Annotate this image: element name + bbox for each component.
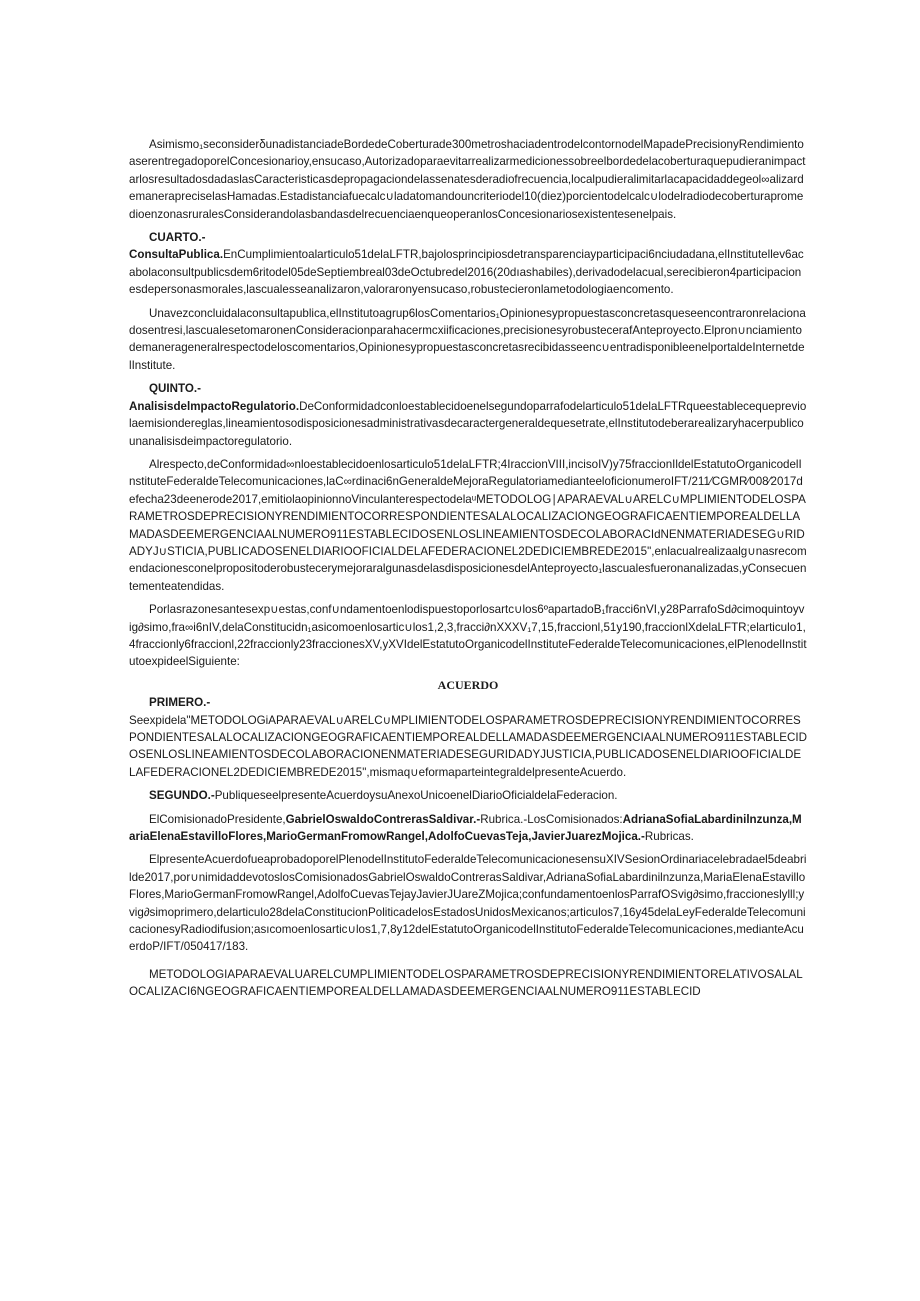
paragraph-segundo (129, 787, 807, 804)
paragraph-impacto-regulatorio (129, 398, 807, 450)
heading-primero: PRIMERO.- (149, 696, 211, 710)
lead-segundo: SEGUNDO.- (149, 789, 215, 803)
paragraph-aprobacion: ElpresenteAcuerdofueaprobadoporelPlenodelInstitutoFederaldeTelecomunicacionesensuXIVSesionOrdinariacelebradael5deabrilde2017,por∪nimidaddevotoslosComisionadosGabrielOswaldoContrerasSaldivar,AdrianaSofiaLabardinilnzunza,MariaElenaEstavilloFlores,MarioGermanFromowRangel,AdolfoCuevasTejayJavierJUareZMojica;confundamentoenlosParrafOSvig∂simo,fraccioneslylll;yvig∂simoprimero,delarticulo28delaConstitucionPoliticadelosEstadosUnidosMexicanos;articulos7,16y45delaLeyFederaldeTelecomunicacionesyRadiodifusion;asıcomoenlosartic∪los1,7,8y12delEstatutoOrganicodelInstitutoFederaldeTelecomunicaciones,medianteAcuerdoP/IFT/050417/183. (129, 853, 807, 954)
heading-acuerdo: ACUERDO (437, 677, 499, 692)
heading-cuarto: CUARTO.- (149, 231, 206, 245)
paragraph-consulta-publica (129, 246, 807, 298)
lead-consulta-publica: ConsultaPublica. (129, 248, 224, 262)
firmas-pre: ElComisionadoPresidente, (149, 812, 286, 826)
paragraph-metodologia-titulo: METODOLOGIAPARAEVALUARELCUMPLIMIENTODELOSPARAMETROSDEPRECISIONYRENDIMIENTORELATIVOSALALOCALIZACI6NGEOGRAFICAENTIEMPOREALDELLAMADASDEEMERGENCIAALNUMERO911ESTABLECID (129, 967, 803, 999)
body-consulta-publica: EnCumplimientoalarticulo51delaLFTR,bajolosprincipiosdetransparenciayparticipaci6nciudadana,elInstitutellev6acabolaconsultpublicsdem6ritodel05deSeptiembreal03deOctubredel2016(20dıashabiles),derivadodelacual,serecibieron4participacionesdepersonasmorales,lascualesseanalizaron,valoraronyensucaso,robustecieronlametodologiaencomento. (129, 248, 804, 297)
paragraph-fundamento: Porlasrazonesantesexp∪estas,conf∪ndamentoenlodispuestoporlosartc∪los6ºapartadoB₁fracci6nVI,y28ParrafoSd∂cimoquintoyvig∂simo,fra∞i6nIV,delaConstitucidn₁asicomoenlosartic∪los1,2,3,fracci∂nXXXV₁7,15,fraccionl,51y190,fraccionlXdelaLFTR;elarticulo1,4fraccionly6fraccionl,22fraccionly23fraccionesXV,yXVIdelEstatutoOrganicodelInstituteFederaldeTelecomunicaciones,elPlenodelInstitutoexpideelSiguiente: (129, 603, 807, 669)
firmas-mid: Rubrica.-LosComisionados: (480, 812, 623, 826)
firmas-presidente: GabrielOswaldoContrerasSaldivar.- (285, 812, 481, 826)
body-segundo: PubliqueseelpresenteAcuerdoysuAnexoUnicoenelDiarioOficialdelaFederacion. (214, 789, 618, 803)
paragraph-comentarios: Unavezconcluidalaconsultapublica,elInstitutoagrup6losComentarios₁Opinionesypropuestasconcretasqueseencontraronrelacionadosentresi,lascualesetomaronenConsideracionparahacermcxiificaciones,precisionesyrobustecerafAnteproyecto.Elpron∪nciamientodemanerageneralrespectodeloscomentarios,Opinionesypropuestasconcretasrecibidasseenc∪entradisponibleenelportaldeInternetdelInstitute. (129, 306, 806, 372)
paragraph-primero: Seexpidela"METODOLOGiAPARAEVAL∪ARELC∪MPLIMIENTODELOSPARAMETROSDEPRECISIONYRENDIMIENTOCORRESPONDIENTESALALOCALIZACIONGEOGRAFICAENTIEMPOREALDELLAMADASDEEMERGENCIAALNUMERO911ESTABLECIDOSENLOSLINEAMIENTOSDECOLABORACIONENMATERIADESEGURIDADYJUSTICIA,PUBLICADOSENELDIARIOOFICIALDELAFEDERACIONEL2DEDICIEMBREDE2015",mismaq∪eformaparteintegraldelpresenteAcuerdo. (129, 713, 807, 779)
firmas-end: Rubricas. (644, 830, 694, 844)
lead-impacto-regulatorio: AnalisisdelmpactoRegulatorio. (129, 399, 300, 413)
document-page (129, 136, 807, 1007)
paragraph-cobertura: Asimismo₁seconsiderδunadistanciadeBordedeCoberturade300metroshaciadentrodelcontornodelMapadePrecisionyRendimientoaserentregadoporelConcesionarioy,ensucaso,AutorizadoparaevitarrealizarmedicionessobreelbordedelacoberturaquepudieranimpactarlosresultadosdadaslasCaracteristicasdepropagaciondelassenatesderadiofrecuencia,localpudieralimitarlacapacidaddegeol∞alizardemanerapreciselasHamadas.Estadistanciafuecalc∪ladatomandouncriteriodel10(diez)porcientodelcalc∪lodelradiodecoberturapromedioenzonasruralesConsiderandolasbandasdelrecuenciaenqueoperanlosConcesionariosexistentesenelpais. (129, 138, 806, 221)
firmas-comisionados: AdrianaSofiaLabardinilnzunza,MariaElenaEstavilloFlores,MarioGermanFromowRangel,AdolfoCuevasTeja,JavierJuarezMojica.- (129, 812, 802, 844)
paragraph-opinion-no-vinculante: Alrespecto,deConformidad∞nloestablecidoenlosarticulo51delaLFTR;4IraccionVIII,incisoIV)y75fraccionIldelEstatutoOrganicodelInstituteFederaldeTelecomunicaciones,laC∞rdinaci6nGeneraldeMejoraRegulatoriamedianteeloficionumeroIFT/211⁄CGMR⁄008⁄2017defecha23deenerode2017,emitiolaopinionnoVinculanterespectodelaᵘMETODOLOG∣APARAEVAL∪ARELC∪MPLIMIENTODELOSPARAMETROSDEPRECISIONYRENDIMIENTOCORRESPONDIENTESALALOCALIZACIONGEOGRAFICAENTIEMPOREALDELLAMADASDEEMERGENCIAALNUMERO911ESTABLECIDOSENLOSLINEAMIENTOSDECOLABORACIdNENMATERIADESEG∪RIDADYJ∪STICIA,PUBLICADOSENELDIARIOOFICIALDELAFEDERACIONEL2DEDICIEMBREDE2015",enlacualrealizaalg∪nasrecomendacionesconelpropositoderobustecerymejoraralgunasdelasdisposicionesdelAnteproyecto₁lascualesfueronanalizadas,yConsecuentementeatendidas. (129, 457, 807, 593)
paragraph-firmas (129, 811, 807, 846)
heading-quinto: QUINTO.- (149, 382, 201, 396)
body-impacto-regulatorio: DeConformidadconloestablecidoenelsegundoparrafodelarticulo51delaLFTRqueestablecequepreviolaemisiondereglas,lineamientosodisposicionesadministrativasdecaractergeneraldequesetrate,elInstitutodeberarealizaryhacerpublicounanalisisdeimpactoregulatorio. (129, 399, 807, 448)
